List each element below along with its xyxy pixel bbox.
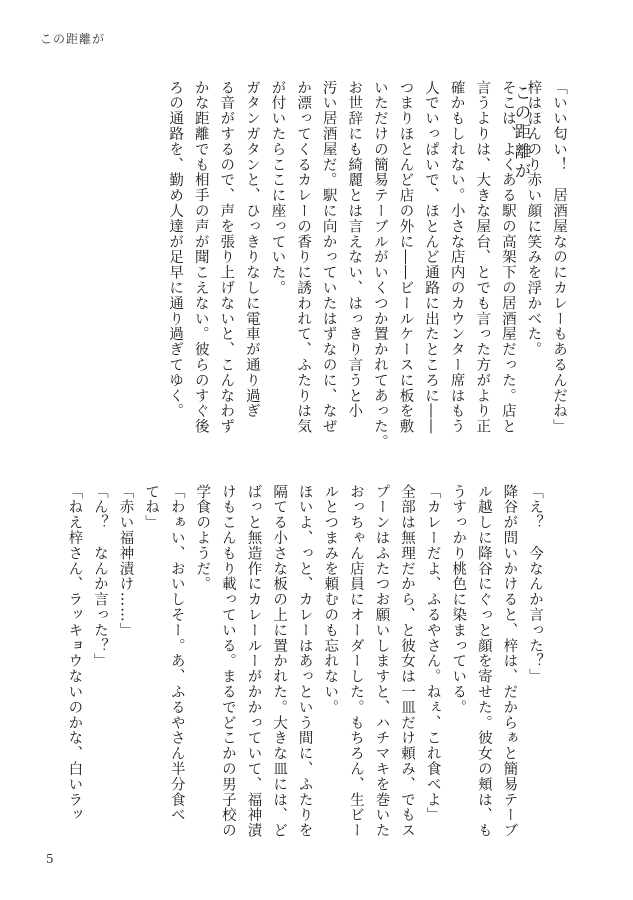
text-line: 言うよりは、大きな屋台、とでも言った方がより正 (474, 80, 491, 435)
text-line: うすっかり桃色に染まっている。 (450, 484, 467, 715)
text-line: 「ねえ梓さん、ラッキョウないのかな、白いラッ (66, 484, 83, 823)
text-line: そこは、よくある駅の高架下の居酒屋だった。店と (499, 80, 516, 435)
running-header: この距離が (40, 32, 106, 46)
text-line: ほいよ、っと、カレーはあっという間に、ふたりを (296, 484, 313, 839)
text-line: かな距離でも相手の声が聞こえない。彼らのすぐ後 (192, 80, 209, 435)
text-line: お世辞にも綺麗とは言えない、はっきり言うと小 (346, 80, 363, 419)
text-line: ルとつまみを頼むのも忘れない。 (322, 484, 339, 715)
text-line: 降谷が問いかけると、梓は、だからぁと簡易テーブ (501, 484, 518, 839)
text-line: 人でいっぱいで、ほとんど通路に出たところに―― (423, 80, 440, 435)
text-line: いただけの簡易テーブルがいくつか置かれてあった。 (371, 80, 388, 450)
chapter-title: この距離が (512, 84, 531, 182)
page-number: 5 (46, 852, 54, 866)
text-line: 汚い居酒屋だ。駅に向かっていたはずなのに、なぜ (320, 80, 337, 435)
text-block-bottom (61, 484, 547, 844)
text-line: おっちゃん店員にオーダーした。もちろん、生ビー (347, 484, 364, 839)
text-line: 確かもしれない。小さな店内のカウンター席はもう (448, 80, 465, 435)
text-line: つまりほとんど店の外に――ビールケースに板を敷 (397, 80, 414, 435)
text-line: 梓はほんのり赤い顔に笑みを浮かべた。 (525, 80, 542, 358)
text-line: 隔てる小さな板の上に置かれた。大きな皿には、ど (271, 484, 288, 839)
text-line: ガタンガタンと、ひっきりなしに電車が通り過ぎ (243, 80, 260, 419)
text-line: 「いい匂い！ 居酒屋なのにカレーもあるんだね」 (551, 80, 567, 435)
text-line: 「わぁい、おいしそー。あ、ふるやさん半分食べ (168, 484, 185, 823)
text-line: けもこんもり載っている。まるでどこかの男子校の (219, 484, 236, 839)
text-line: 全部は無理だから、と彼女は一皿だけ頼み、でもス (399, 484, 416, 839)
text-line: ばっと無造作にカレールーがかかっていて、福神漬 (245, 484, 262, 839)
text-line: 学食のようだ。 (194, 484, 211, 592)
text-line: 「赤い福神漬け……」 (117, 484, 134, 638)
text-line: 「カレーだよ、ふるやさん。ねぇ、これ食べよ」 (424, 484, 441, 823)
text-line: プーンはふたつお願いしますと、ハチマキを巻いた (373, 484, 390, 839)
text-line: ル越しに降谷にぐっと顔を寄せた。彼女の頬は、も (475, 484, 492, 839)
text-block-top (162, 80, 572, 450)
text-line: か漂ってくるカレーの香りに誘われて、ふたりは気 (295, 80, 312, 435)
text-line: る音がするので、声を張り上げないと、こんなわず (218, 80, 235, 435)
text-line: が付いたらここに座っていた。 (269, 80, 286, 296)
text-line: 「ん？ なんか言った？」 (91, 484, 108, 669)
text-line: 「え？ 今なんか言った？」 (527, 484, 543, 685)
text-line: ろの通路を、勤め人達が足早に通り過ぎてゆく。 (167, 80, 184, 419)
text-line: てね」 (143, 484, 160, 531)
